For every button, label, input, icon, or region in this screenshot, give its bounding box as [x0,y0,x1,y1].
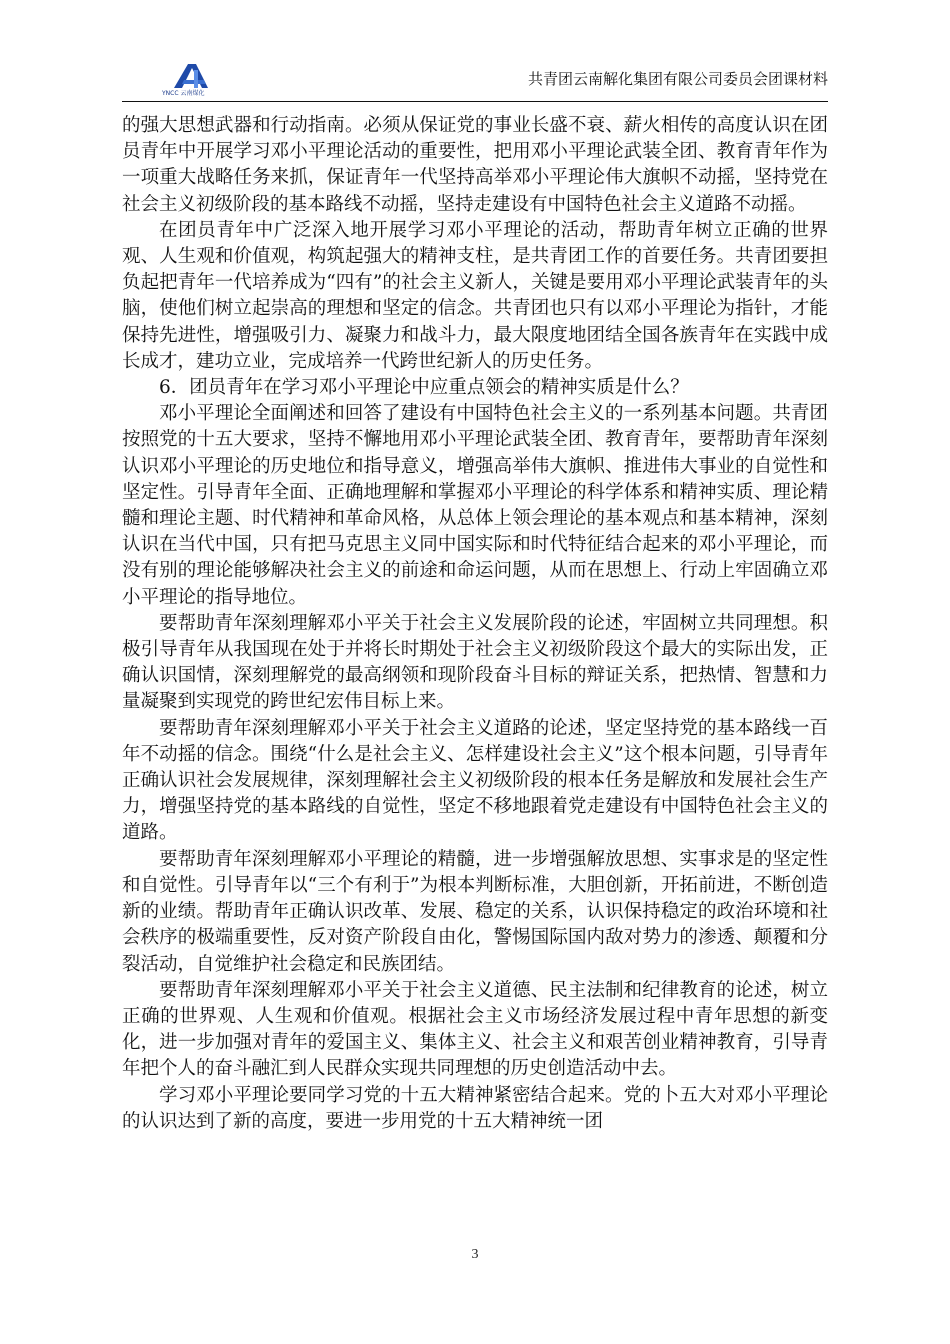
paragraph: 在团员青年中广泛深入地开展学习邓小平理论的活动，帮助青年树立正确的世界观、人生观和价值观，构筑起强大的精神支柱，是共青团工作的首要任务。共青团要担负起把青年一代培养成为“四有”的社会主义新人，关键是要用邓小平理论武装青年的头脑，使他们树立起崇高的理想和坚定的信念。共青团也只有以邓小平理论为指针，才能保持先进性，增强吸引力、凝聚力和战斗力，最大限度地团结全国各族青年在实践中成长成才，建功立业，完成培养一代跨世纪新人的历史任务。 [122,219,828,372]
paragraph: 要帮助青年深刻理解邓小平理论的精髓，进一步增强解放思想、实事求是的坚定性和自觉性。引导青年以“三个有利于”为根本判断标准，大胆创新，开拓前进，不断创造新的业绩。帮助青年正确认识改革、发展、稳定的关系，认识保持稳定的政治环境和社会秩序的极端重要性，反对资产阶段自由化，警惕国际国内敌对势力的渗透、颠覆和分裂活动，自觉维护社会稳定和民族团结。 [122,848,828,975]
paragraph: 学习邓小平理论要同学习党的十五大精神紧密结合起来。党的卜五大对邓小平理论的认识达到了新的高度，要进一步用党的十五大精神统一团 [122,1084,828,1132]
logo-caption: YNCC 云南煤化 [162,90,205,97]
paragraph: 要帮助青年深刻理解邓小平关于社会主义道德、民主法制和纪律教育的论述，树立正确的世界观、人生观和价值观。根据社会主义市场经济发展过程中青年思想的新变化，进一步加强对青年的爱国主义、集体主义、社会主义和艰苦创业精神教育，引导青年把个人的奋斗融汇到人民群众实现共同理想的历史创造活动中去。 [122,979,828,1080]
section-question: 6．团员青年在学习邓小平理论中应重点领会的精神实质是什么？ [159,377,689,399]
page-header [122,58,828,102]
paragraph: 要帮助青年深刻理解邓小平关于社会主义发展阶段的论述，牢固树立共同理想。积极引导青年从我国现在处于并将长时期处于社会主义初级阶段这个最大的实际出发，正确认识国情，深刻理解党的最高纲领和现阶段奋斗目标的辩证关系，把热情、智慧和力量凝聚到实现党的跨世纪宏伟目标上来。 [122,612,828,713]
paragraph: 要帮助青年深刻理解邓小平关于社会主义道路的论述，坚定坚持党的基本路线一百年不动摇的信念。围绕“什么是社会主义、怎样建设社会主义”这个根本问题，引导青年正确认识社会发展规律，深刻理解社会主义初级阶段的根本任务是解放和发展社会生产力，增强坚持党的基本路线的自觉性，坚定不移地跟着党走建设有中国特色社会主义的道路。 [122,717,828,844]
paragraph: 的强大思想武器和行动指南。必须从保证党的事业长盛不衰、薪火相传的高度认识在团员青年中开展学习邓小平理论活动的重要性，把用邓小平理论武装全团、教育青年作为一项重大战略任务来抓，保证青年一代坚持高举邓小平理论伟大旗帜不动摇，坚持党在社会主义初级阶段的基本路线不动摇，坚持走建设有中国特色社会主义道路不动摇。 [122,115,828,215]
paragraph: 邓小平理论全面阐述和回答了建设有中国特色社会主义的一系列基本问题。共青团按照党的十五大要求，坚持不懈地用邓小平理论武装全团、教育青年，要帮助青年深刻认识邓小平理论的历史地位和指导意义，增强高举伟大旗帜、推进伟大事业的自觉性和坚定性。引导青年全面、正确地理解和掌握邓小平理论的科学体系和精神实质、理论精髓和理论主题、时代精神和革命风格，从总体上领会理论的基本观点和基本精神，深刻认识在当代中国，只有把马克思主义同中国实际和时代特征结合起来的邓小平理论，而没有别的理论能够解决社会主义的前途和命运问题，从而在思想上、行动上牢固确立邓小平理论的指导地位。 [122,403,828,608]
header-title: 共青团云南解化集团有限公司委员会团课材料 [527,70,828,88]
page-number: 3 [471,1247,479,1262]
document-body [122,113,828,1135]
header-rule [122,101,828,102]
